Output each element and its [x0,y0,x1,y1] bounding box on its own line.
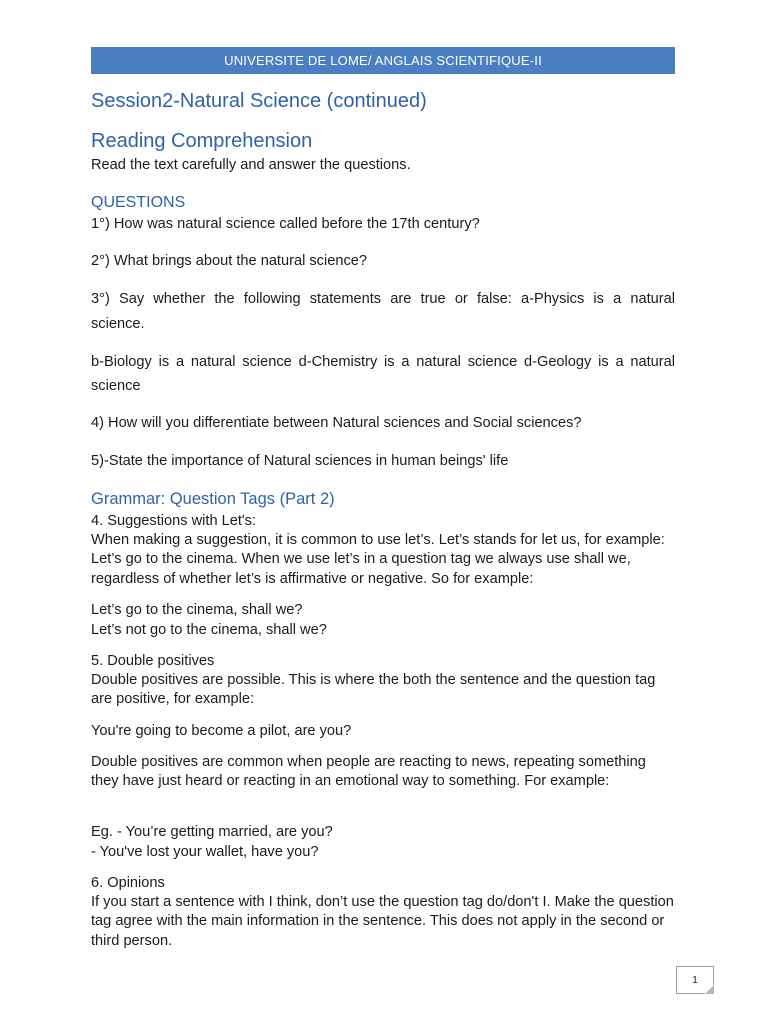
section-6-paragraph [91,893,675,951]
section-5-paragraph-2: Double positives are common when people are reacting to news, repeating something they have just heard or reacting in an emotional way to something. For example: [91,754,646,790]
section-4-example-2: Let’s not go to the cinema, shall we? [91,622,327,638]
s4-example-shall-we: shall we [573,551,627,568]
question-5: 5)-State the importance of Natural sciences in human beings' life [91,453,509,469]
reading-title: Reading Comprehension [91,130,313,152]
section-4-paragraph [91,531,675,589]
question-3b-line-1: b-Biology is a natural science d-Chemistry is a natural science d-Geology is a natural [91,354,675,370]
grammar-heading-prefix: Grammar: [91,490,170,508]
s6-text-2: , don’t use the question tag [307,894,487,910]
section-5-paragraph-1: Double positives are possible. This is where the both the sentence and the question tag are positive, for example: [91,672,656,708]
s4-text-6: , regardless of whether [91,551,631,587]
session-title: Session2-Natural Science (continued) [91,90,427,112]
questions-heading: QUESTIONS [91,194,186,211]
s4-text-1: When making a suggestion, it is common to use [91,532,405,548]
page-number: 1 [692,974,698,986]
section-5-title: 5. Double positives [91,653,215,669]
section-5-example-2: Eg. - You’re getting married, are you? [91,824,333,840]
grammar-heading [91,490,335,509]
s4-example-lets: let’s [404,532,431,548]
reading-instruction: Read the text carefully and answer the questions. [91,157,411,173]
s4-example-cinema: Let’s go to the cinema. [91,551,238,568]
page-number-box [676,966,714,994]
section-4-title: 4. Suggestions with Let's: [91,513,257,529]
section-6-title: 6. Opinions [91,875,165,891]
question-3-line-2: science. [91,316,145,332]
header-text: UNIVERSITE DE LOME/ ANGLAIS SCIENTIFIQUE-II [224,53,542,68]
s4-text-4: , for example: [576,532,665,548]
grammar-heading-rest: Question Tags (Part 2) [169,490,335,508]
s6-example-do-dont-i: do/don't I [486,894,547,910]
section-4-example-1: Let’s go to the cinema, shall we? [91,602,303,618]
s4-example-lets-cap: Let’s [438,532,470,548]
s4-text-3: stands for [469,532,542,548]
page-fold-icon [705,985,714,994]
s4-text-5: When we use let’s in a question tag we always use [237,551,574,568]
section-5-example-1: You're going to become a pilot, are you? [91,723,352,739]
section-5-example-3: - You've lost your wallet, have you? [91,844,319,860]
question-1: 1°) How was natural science called before the 17th century? [91,216,480,232]
question-2: 2°) What brings about the natural science? [91,253,367,269]
s4-text-7: is affirmative or negative. So for example: [261,570,534,587]
s6-text-1: If you start a sentence with [91,894,269,910]
s4-text-2: . [430,532,439,548]
s4-example-let-us: let us [541,532,577,548]
header-bar [91,47,675,74]
s6-text-3: . Make the question tag agree with the main information in the sentence. This does not apply in the second or third person. [91,894,674,949]
s4-example-lets-2: let’s [235,570,262,587]
question-4: 4) How will you differentiate between Natural sciences and Social sciences? [91,415,582,431]
s6-example-i-think: I think [268,894,308,910]
question-3-line-1: 3°) Say whether the following statements are true or false: a-Physics is a natural [91,291,675,307]
question-3b-line-2: science [91,378,141,394]
